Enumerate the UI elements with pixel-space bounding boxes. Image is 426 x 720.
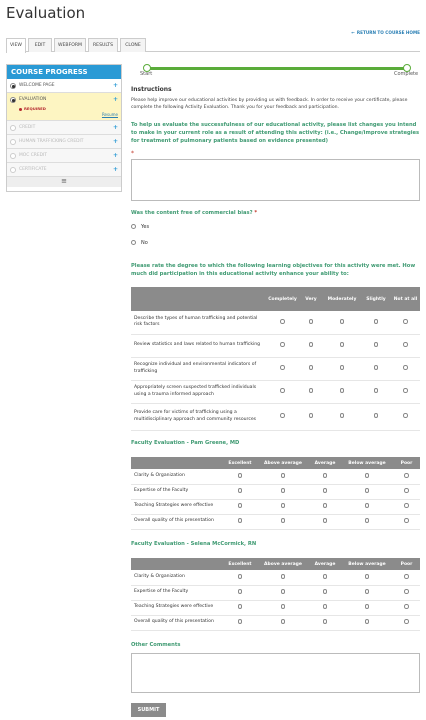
radio-button[interactable] [281,518,286,523]
radio-button[interactable] [131,240,136,245]
expand-plus-icon[interactable]: + [112,82,118,89]
table-row [131,403,420,430]
question-bias-text [131,209,421,217]
hamburger-icon[interactable]: ≡ [7,177,121,187]
radio-button[interactable] [323,574,328,579]
col-header: Moderately [323,287,361,311]
radio-button[interactable] [340,365,345,370]
radio-button[interactable] [281,619,286,624]
table-header-blank [131,457,223,469]
radio-button[interactable] [374,388,379,393]
question-changes-text: To help us evaluate the successfulness of our educational activity, please list changes you intend to make in your current role as a result of attending this activity: (i.e., Change/improve strategies for treatment of pulmonary patients based on evidence presented) [131,122,420,144]
changes-textarea[interactable] [131,159,420,201]
tab-clone[interactable]: CLONE [120,38,146,52]
radio-button[interactable] [281,488,286,493]
question-objectives-text: Please rate the degree to which the following learning objectives for this activity were met. How much did participation in this educational activity enhance your ability to: [131,263,416,277]
col-header: Average [309,558,341,570]
table-row [131,334,420,357]
row-label: Appropriately screen suspected trafficked individuals using a trauma informed approach [131,380,266,403]
radio-button[interactable] [404,604,409,609]
col-header: Not at all [391,287,420,311]
radio-button[interactable] [238,619,243,624]
row-label: Describe the types of human trafficking and potential risk factors [131,311,266,334]
radio-button[interactable] [238,473,243,478]
radio-button[interactable] [280,388,285,393]
option-label: No [141,240,148,246]
radio-button[interactable] [365,503,370,508]
submit-button[interactable]: SUBMIT [131,703,166,717]
radio-button[interactable] [403,342,408,347]
row-label: Teaching Strategies were effective [131,600,223,615]
radio-button[interactable] [323,473,328,478]
sidebar-item-label: CERTIFICATE [19,167,47,172]
radio-button[interactable] [403,365,408,370]
radio-button[interactable] [365,518,370,523]
radio-button[interactable] [403,319,408,324]
radio-button[interactable] [238,488,243,493]
faculty-2-table [131,558,420,631]
radio-button[interactable] [323,589,328,594]
table-row [131,357,420,380]
expand-plus-icon[interactable]: + [112,124,118,131]
question-bias-label: Was the content free of commercial bias? [131,210,253,216]
sidebar-item-human-trafficking-credit [7,135,121,149]
radio-button[interactable] [281,604,286,609]
expand-plus-icon[interactable]: + [112,152,118,159]
sidebar-item-label: HUMAN TRAFFICKING CREDIT [19,139,84,144]
tab-view[interactable]: VIEW [6,38,26,53]
progress-track [146,67,406,70]
required-label: REQUIRED [24,106,46,111]
radio-button[interactable] [403,413,408,418]
table-row [131,311,420,334]
row-label: Expertise of the Faculty [131,484,223,499]
return-to-course-home-link[interactable] [351,30,420,35]
option-label: Yes [141,224,150,230]
radio-button[interactable] [309,388,314,393]
sidebar-header: COURSE PROGRESS [7,65,121,79]
option-yes[interactable] [131,224,149,230]
row-label: Recognize individual and environmental indicators of trafficking [131,357,266,380]
expand-plus-icon[interactable]: + [112,96,118,103]
faculty-1-table [131,457,420,530]
radio-button[interactable] [238,589,243,594]
radio-button[interactable] [309,342,314,347]
table-header-blank [131,558,223,570]
required-asterisk: * [254,210,258,216]
row-label: Expertise of the Faculty [131,585,223,600]
tab-edit[interactable]: EDIT [28,38,52,52]
radio-button[interactable] [323,604,328,609]
resume-link[interactable]: Resume [101,112,118,117]
col-header: Completely [266,287,299,311]
progress-start-label: Start [140,71,153,77]
radio-button[interactable] [238,604,243,609]
faculty-2-title: Faculty Evaluation - Selena McCormick, RN [131,541,257,547]
completed-radio-icon [10,83,16,89]
expand-plus-icon[interactable]: + [112,138,118,145]
col-header: Average [309,457,341,469]
table-row [131,380,420,403]
radio-button[interactable] [281,473,286,478]
sidebar-item-evaluation[interactable] [7,93,121,121]
row-label: Clarity & Organization [131,469,223,484]
option-no[interactable] [131,240,148,246]
course-progress-sidebar [6,64,122,192]
row-label: Clarity & Organization [131,570,223,585]
radio-button[interactable] [323,619,328,624]
tab-results[interactable]: RESULTS [88,38,118,52]
table-row [131,615,420,630]
table-row [131,570,420,585]
radio-button[interactable] [323,488,328,493]
radio-button[interactable] [374,319,379,324]
radio-button[interactable] [309,413,314,418]
col-header: Above average [257,558,309,570]
radio-button[interactable] [365,574,370,579]
required-asterisk: * [131,150,134,157]
radio-button[interactable] [340,413,345,418]
sidebar-item-certificate [7,163,121,177]
radio-button[interactable] [238,518,243,523]
radio-button[interactable] [309,319,314,324]
radio-button[interactable] [281,574,286,579]
table-row [131,469,420,484]
radio-button[interactable] [280,319,285,324]
sidebar-item-moc-credit [7,149,121,163]
page-title: Evaluation [6,4,86,22]
table-row [131,499,420,514]
radio-button[interactable] [404,518,409,523]
radio-button[interactable] [309,365,314,370]
radio-button[interactable] [323,518,328,523]
radio-button[interactable] [374,342,379,347]
tab-bar [6,38,420,52]
locked-radio-icon [10,139,16,145]
locked-radio-icon [10,153,16,159]
sidebar-item-welcome-page[interactable] [7,79,121,93]
radio-button[interactable] [281,503,286,508]
sidebar-item-label: CREDIT [19,125,36,130]
radio-button[interactable] [404,574,409,579]
faculty-1-title: Faculty Evaluation - Pam Greene, MD [131,440,240,446]
table-row [131,600,420,615]
objectives-rows [131,311,420,430]
sidebar-item-label: MOC CREDIT [19,153,47,158]
radio-button[interactable] [280,413,285,418]
tab-webform[interactable]: WEBFORM [54,38,86,52]
col-header: Above average [257,457,309,469]
sidebar-item-label: WELCOME PAGE [19,83,55,88]
row-label: Provide care for victims of trafficking using a multidisciplinary approach and community resources [131,403,266,430]
radio-button[interactable] [280,342,285,347]
col-header: Poor [393,457,420,469]
radio-button[interactable] [404,503,409,508]
sidebar-item-label: EVALUATION [19,97,47,102]
locked-radio-icon [10,167,16,173]
radio-button[interactable] [238,503,243,508]
radio-button[interactable] [374,413,379,418]
radio-button[interactable] [365,619,370,624]
table-row [131,484,420,499]
objectives-table [131,287,420,431]
radio-button[interactable] [365,473,370,478]
table-header-blank [131,287,266,311]
required-dot-icon [19,108,22,111]
radio-button[interactable] [404,589,409,594]
arrow-left-icon: ← [351,30,355,35]
radio-button[interactable] [365,589,370,594]
col-header: Very [299,287,323,311]
other-comments-textarea[interactable] [131,653,420,693]
sidebar-item-credit [7,121,121,135]
current-radio-icon [10,97,16,103]
radio-button[interactable] [340,319,345,324]
table-row [131,514,420,529]
row-label: Review statistics and laws related to human trafficking [131,334,266,357]
row-label: Overall quality of this presentation [131,514,223,529]
radio-button[interactable] [374,365,379,370]
radio-button[interactable] [365,488,370,493]
col-header: Below average [341,558,393,570]
col-header: Poor [393,558,420,570]
radio-button[interactable] [404,619,409,624]
col-header: Excellent [223,457,257,469]
radio-button[interactable] [404,488,409,493]
return-link-label[interactable]: RETURN TO COURSE HOME [356,30,420,35]
radio-button[interactable] [403,388,408,393]
instructions-text: Please help improve our educational activities by providing us with feedback. In order to receive your certificate, please complete the following Activity Evaluation. Thank you for your feedback and participation. [131,98,408,110]
radio-button[interactable] [238,574,243,579]
col-header: Excellent [223,558,257,570]
col-header: Below average [341,457,393,469]
table-row [131,585,420,600]
instructions-heading: Instructions [131,86,172,93]
row-label: Overall quality of this presentation [131,615,223,630]
locked-radio-icon [10,125,16,131]
expand-plus-icon[interactable]: + [112,166,118,173]
radio-button[interactable] [404,473,409,478]
radio-button[interactable] [280,365,285,370]
radio-button[interactable] [365,604,370,609]
row-label: Teaching Strategies were effective [131,499,223,514]
required-status [19,102,46,115]
radio-button[interactable] [340,388,345,393]
col-header: Slightly [361,287,391,311]
radio-button[interactable] [323,503,328,508]
other-comments-title: Other Comments [131,642,181,648]
radio-button[interactable] [281,589,286,594]
radio-button[interactable] [340,342,345,347]
progress-end-label: Complete [394,71,419,77]
radio-button[interactable] [131,224,136,229]
